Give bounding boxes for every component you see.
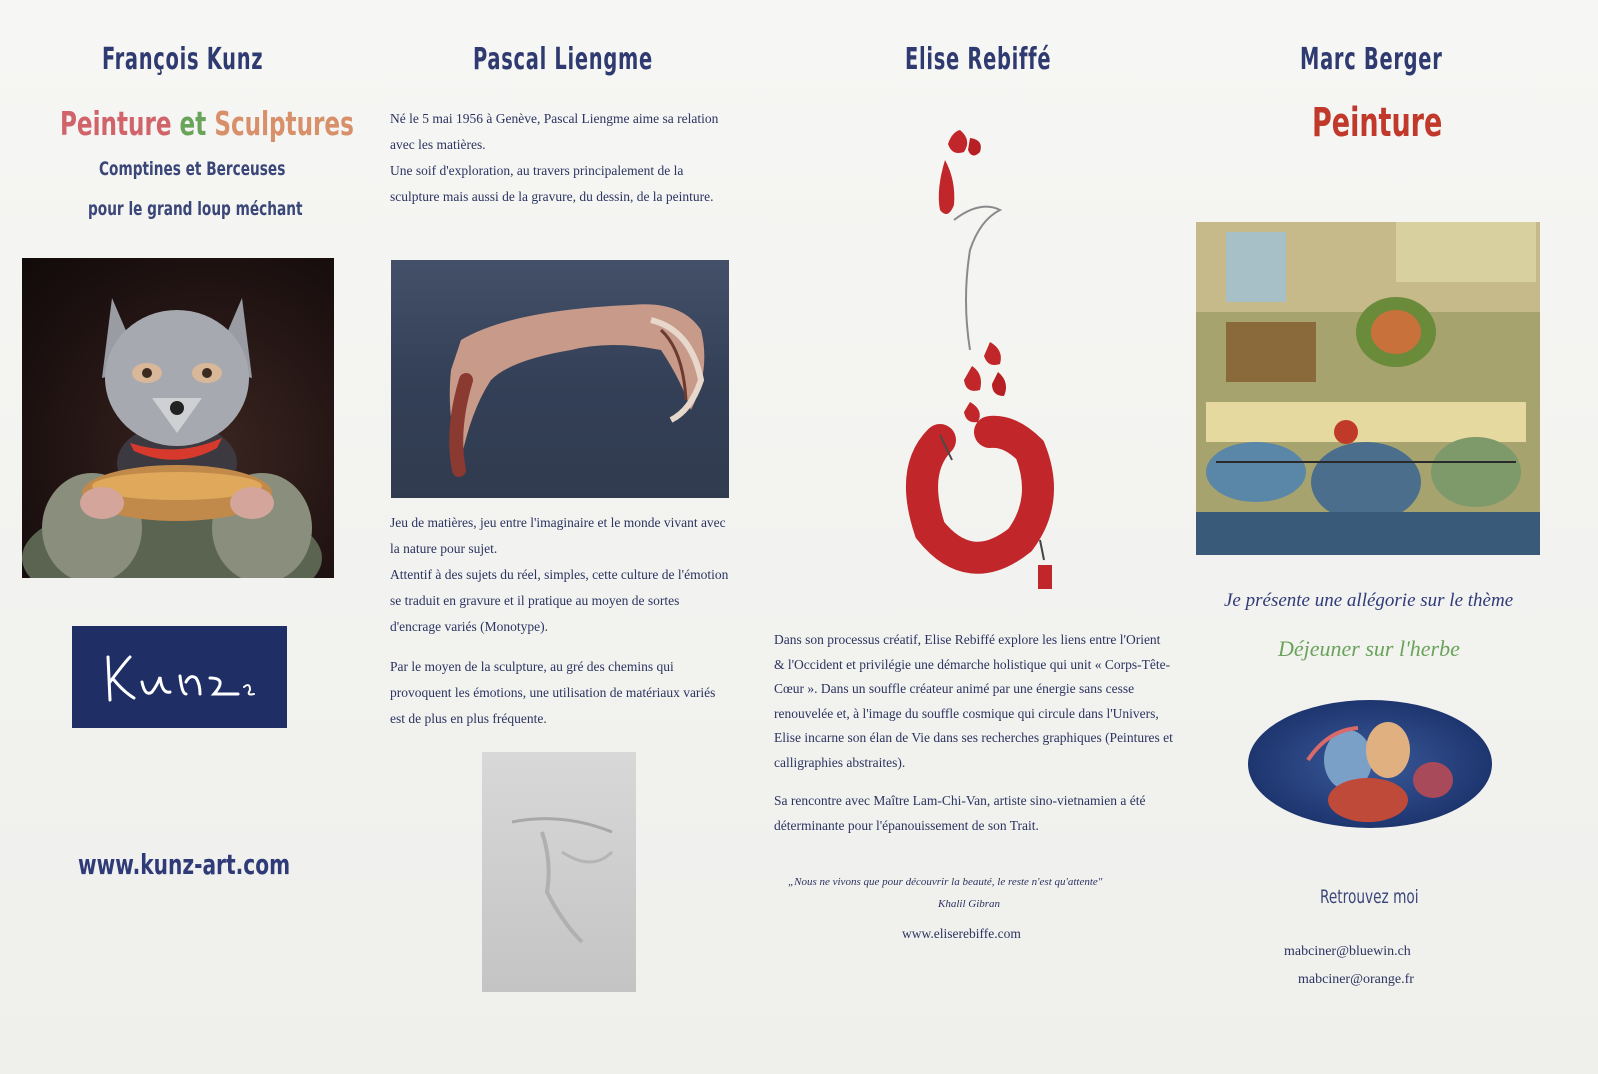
intro-paragraph-2: Une soif d'exploration, au travers principalement de la sculpture mais aussi de la gravure, du dessin, de la peinture. bbox=[390, 163, 714, 204]
theme-title: Déjeuner sur l'herbe bbox=[1278, 636, 1460, 661]
column-liengme bbox=[380, 0, 760, 1074]
body-paragraph-1: Jeu de matières, jeu entre l'imaginaire et le monde vivant avec la nature pour sujet. bbox=[390, 515, 726, 556]
subtitle-line-2: pour le grand loup méchant bbox=[88, 198, 303, 220]
intro-paragraphs bbox=[390, 106, 730, 210]
discipline-title: Peinture bbox=[1312, 100, 1443, 146]
body-paragraph-3: Par le moyen de la sculpture, au gré des chemins qui provoquent les émotions, une utilisation de matériaux variés est de plus en plus fréquente. bbox=[390, 659, 716, 726]
discipline-title bbox=[60, 104, 354, 143]
kunz-logo bbox=[72, 626, 287, 728]
wolf-mask-child-painting bbox=[22, 258, 334, 578]
berger-painting bbox=[1196, 222, 1540, 555]
email-link-2[interactable]: mabciner@orange.fr bbox=[1298, 972, 1414, 987]
column-berger bbox=[1210, 0, 1598, 1074]
find-me-label: Retrouvez moi bbox=[1320, 886, 1419, 908]
artist-name: François Kunz bbox=[102, 42, 264, 77]
allegory-line: Je présente une allégorie sur le thème bbox=[1224, 590, 1514, 611]
relief-print-image bbox=[482, 752, 636, 992]
body-paragraphs bbox=[774, 628, 1174, 852]
title-word-sculptures: Sculptures bbox=[214, 104, 354, 143]
column-kunz bbox=[0, 0, 360, 1074]
subtitle-line-1: Comptines et Berceuses bbox=[99, 158, 286, 180]
email-link-1[interactable]: mabciner@bluewin.ch bbox=[1284, 944, 1411, 959]
body-paragraph-2: Attentif à des sujets du réel, simples, cette culture de l'émotion se traduit en gravure et il pratique au moyen de sortes d'encrage variés (Monotype). bbox=[390, 567, 729, 634]
artist-name: Pascal Liengme bbox=[473, 42, 653, 77]
body-paragraphs bbox=[390, 510, 730, 746]
quote-author: Khalil Gibran bbox=[938, 898, 1001, 910]
artist-name: Elise Rebiffé bbox=[905, 42, 1052, 77]
body-paragraph-2: Sa rencontre avec Maître Lam-Chi-Van, artiste sino-vietnamien a été déterminante pour l'épanouissement de son Trait. bbox=[774, 793, 1146, 833]
berger-oval-painting bbox=[1248, 700, 1492, 828]
calligraphy-artwork bbox=[900, 110, 1080, 610]
rebiffe-website-link[interactable]: www.eliserebiffe.com bbox=[902, 926, 1021, 941]
sculpture-photo bbox=[391, 260, 729, 498]
quote: „Nous ne vivons que pour découvrir la beauté, le reste n'est qu'attente" bbox=[788, 876, 1103, 888]
body-paragraph-1: Dans son processus créatif, Elise Rebiffé explore les liens entre l'Orient & l'Occident et privilégie une démarche holistique qui unit « Corps-Tête-Cœur ». Dans un souffle créateur animé par une énergie sans cesse renouvelée et, à l'image du souffle cosmique qui circule dans l'Univers, Elise incarne son élan de Vie dans ses recherches graphiques (Peintures et calligraphies abstraites). bbox=[774, 632, 1173, 770]
artist-name: Marc Berger bbox=[1300, 42, 1443, 77]
kunz-signature-logo bbox=[90, 642, 270, 712]
kunz-website-link[interactable]: www.kunz-art.com bbox=[78, 848, 291, 881]
intro-paragraph-1: Né le 5 mai 1956 à Genève, Pascal Liengme aime sa relation avec les matières. bbox=[390, 111, 719, 152]
title-word-painting: Peinture bbox=[60, 104, 172, 143]
title-word-and: et bbox=[179, 104, 207, 143]
column-rebiffe bbox=[770, 0, 1210, 1074]
